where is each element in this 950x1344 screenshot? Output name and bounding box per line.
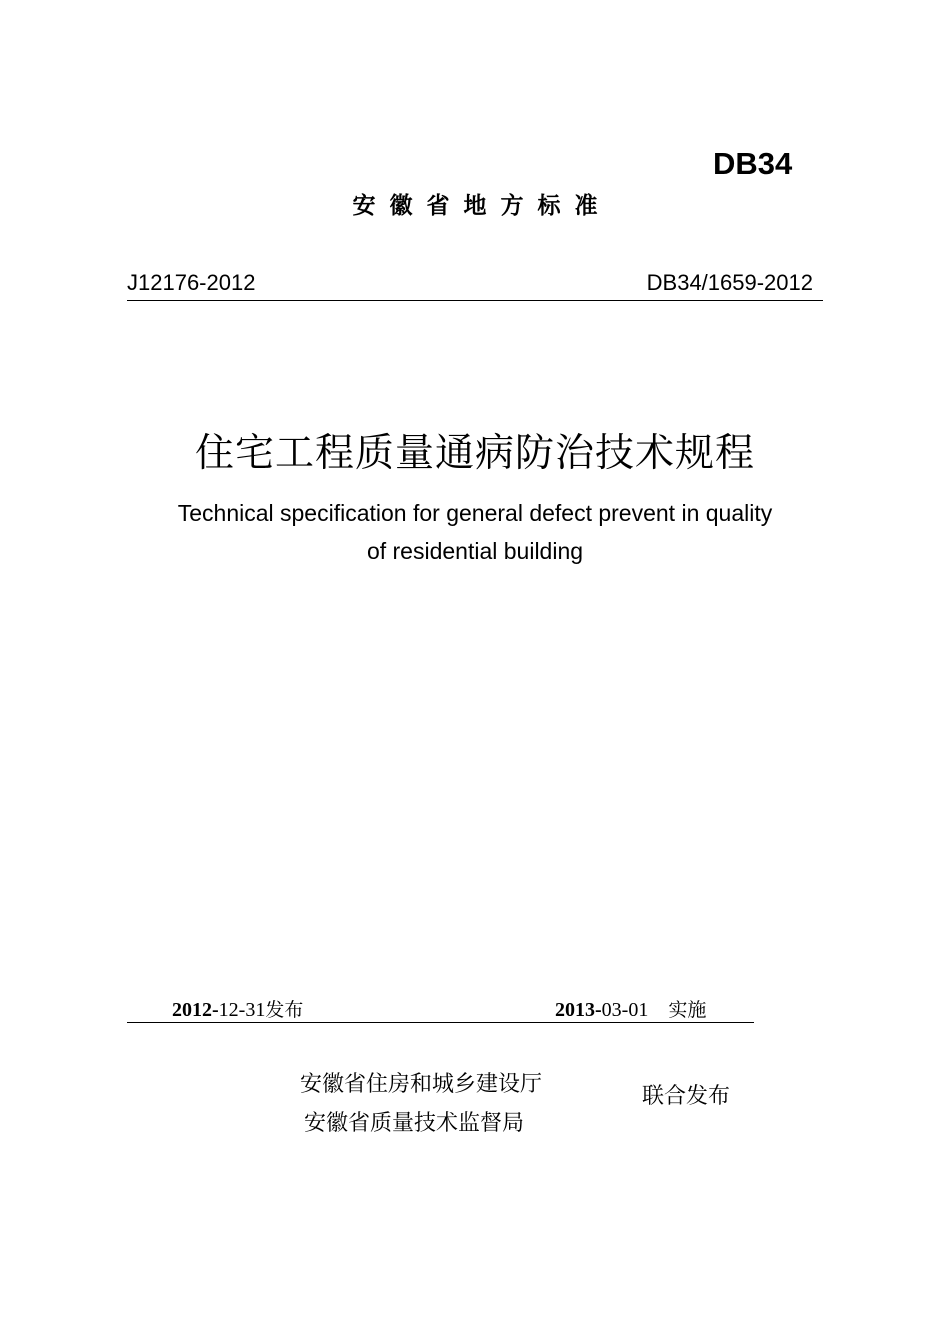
date-row [127,996,754,1023]
english-title-line-2: of residential building [366,538,584,564]
issuer-housing-department: 安徽省住房和城乡建设厅 [300,1072,543,1097]
implementation-date [555,996,706,1024]
document-title-english [0,494,950,570]
impl-label: 实施 [668,999,707,1021]
record-number: J12176-2012 [127,270,256,295]
issue-month-day: 12-31 [218,999,266,1021]
joint-issue-label: 联合发布 [642,1084,731,1109]
impl-month: 03- [601,999,629,1021]
issue-date [172,996,303,1024]
standard-number: DB34/1659-2012 [646,270,813,295]
document-title: 住宅工程质量通病防治技术规程 [194,431,755,476]
standard-type: 安徽省地方标准 [352,193,612,219]
standard-number-row [127,268,823,301]
db-code: DB34 [713,146,793,181]
issue-label: 发布 [265,999,304,1021]
impl-year: 2013- [555,999,602,1021]
english-title-line-1: Technical specification for general defect prevent in quality [177,500,773,526]
issue-year: 2012- [172,999,219,1021]
impl-day: 01 [628,999,649,1021]
issuer-quality-bureau: 安徽省质量技术监督局 [304,1111,525,1136]
